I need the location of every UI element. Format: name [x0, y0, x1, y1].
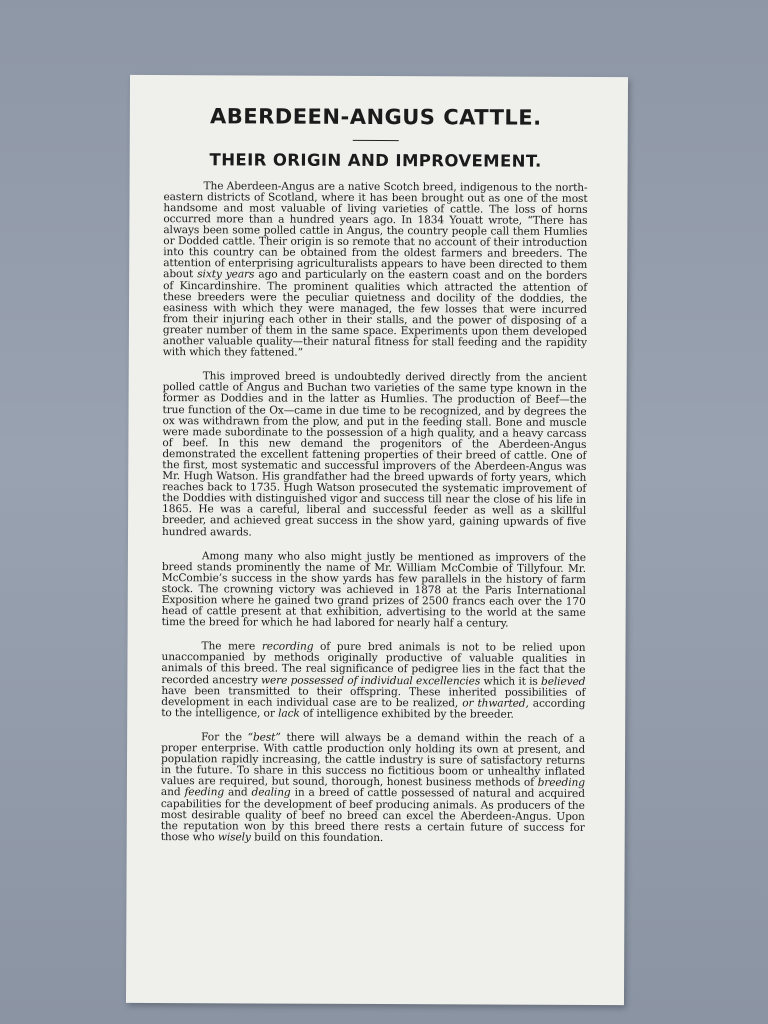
italic-text: sixty years [197, 268, 255, 281]
text-run: have been transmitted to their offspring. These inherited possibilities of development in each individual case are to be realized, [161, 684, 586, 710]
italic-text: dealing [251, 786, 291, 800]
paragraph [162, 551, 586, 631]
italic-text: believed [540, 675, 586, 688]
text-run: according to the intelligence, or [161, 697, 586, 720]
text-run: there will always be a demand within the reach of a proper enterprise. With cattle production only holding its own at present, and population rapidly increasing, the cattle industry is sure of satisfactory returns in the future. To share in this success no fictitious boom or unhealthy inflated values are required, but sound, thorough, honest business methods of [160, 731, 586, 790]
text-run: of intelligence exhibited by the breeder. [299, 707, 514, 721]
italic-text: “best” [247, 731, 281, 744]
text-run: and [223, 786, 252, 799]
document-subtitle: THEIR ORIGIN AND IMPROVEMENT. [209, 150, 542, 172]
text-run: Among many who also might justly be mentioned as improvers of the breed stands prominently the name of Mr. William McCombie of Tillyfour. Mr. McCombie’s success in the show yards has few parallels in the history of farm stock. The crowning victory was achieved in 1878 at the Paris International Exposition where he gained two grand prizes of 2500 francs each over the 170 head of cattle present at that exhibition, advertising to the world at the same time the breed for which he had labored for nearly half a century. [161, 549, 586, 630]
text-run: This improved breed is undoubtedly derived directly from the ancient polled cattle of Angus and Buchan two varieties of the same type known in the former as Doddies and in the latter as Humlies. The production of Beef—the true function of the Ox—came in due time to be recognized, and by degrees the ox was withdrawn from the plow, and put in the feeding stall. Bone and muscle were made subordinate to the possession of a high quality, and a heavy carcass of beef. In this new demand the progenitors of the Aberdeen-Angus demonstrated the excellent fattening properties of their breed of cattle. One of the first, most systematic and successful improvers of the Aberdeen-Angus was Mr. Hugh Watson. His grandfather had the breed upwards of forty years, which reaches back to 1735. Hugh Watson prosecuted the systematic improvement of the Doddies with distinguished vigor and success till near the close of his life in 1865. He was a careful, liberal and successful feeder as well as a skillful breeder, and achieved great success in the show yard, gaining upwards of five hundred awards. [162, 370, 587, 538]
italic-text: recording [261, 640, 314, 654]
text-run: in a breed of cattle possessed of natural and acquired capabilities for the development of beef producing animals. As producers of the most desirable quality of beef no breed can excel the Aberdeen-Angus. Upon the reputation won by this breed there rests a certain future of success for those who [160, 787, 585, 844]
text-run: which it is [480, 675, 542, 688]
text-run: The mere [201, 640, 262, 653]
italic-text: lack [278, 707, 300, 720]
italic-text: or thwarted, [462, 697, 529, 710]
paragraph [163, 181, 588, 360]
text-run: and [160, 786, 185, 799]
italic-text: wisely [217, 831, 251, 844]
text-run: of pure bred animals is not to be relied upon unaccompanied by methods originally productive of valuable qualities in animals of this breed. The real significance of pedigree lies in the fact that the recorded ancestry [161, 641, 586, 687]
italic-text: breeding [537, 777, 585, 790]
paragraph [162, 371, 587, 539]
italic-text: were possessed of individual excellencies [261, 674, 481, 688]
document-title: ABERDEEN-ANGUS CATTLE. [209, 104, 542, 130]
paragraph [161, 641, 585, 721]
text-run: build on this foundation. [250, 831, 384, 844]
title-divider [353, 140, 399, 141]
text-run: The Aberdeen-Angus are a native Scotch breed, indigenous to the north-eastern districts of Scotland, where it has been brought out as one of the most handsome and most valuable of living varieties of cattle. The loss of horns occurred more than a hundred years ago. In 1834 Youatt wrote, “There has always been some polled cattle in Angus, the country people call them Humlies or Dodded cattle. Their origin is so remote that no account of their introduction into this country can be obtained from the oldest farmers and breeders. The attention of enterprising agriculturalists appears to have been directed to them about [163, 179, 588, 281]
printed-card [126, 75, 628, 1005]
text-run: ago and particularly on the eastern coast and on the borders of Kincardinshire. The prominent qualities which attracted the attention of these breeders were the peculiar quietness and docility of the doddies, the easiness with which they were managed, the few losses that were incurred from their injuring each other in their stalls, and the power of disposing of a greater number of them in the same space. Experiments upon them developed another valuable quality—their natural fitness for stall feeding and the rapidity with which they fattened.” [162, 268, 588, 359]
document-body [161, 181, 588, 845]
italic-text: feeding [184, 786, 225, 799]
text-run: For the [201, 731, 248, 744]
paragraph [161, 732, 585, 845]
